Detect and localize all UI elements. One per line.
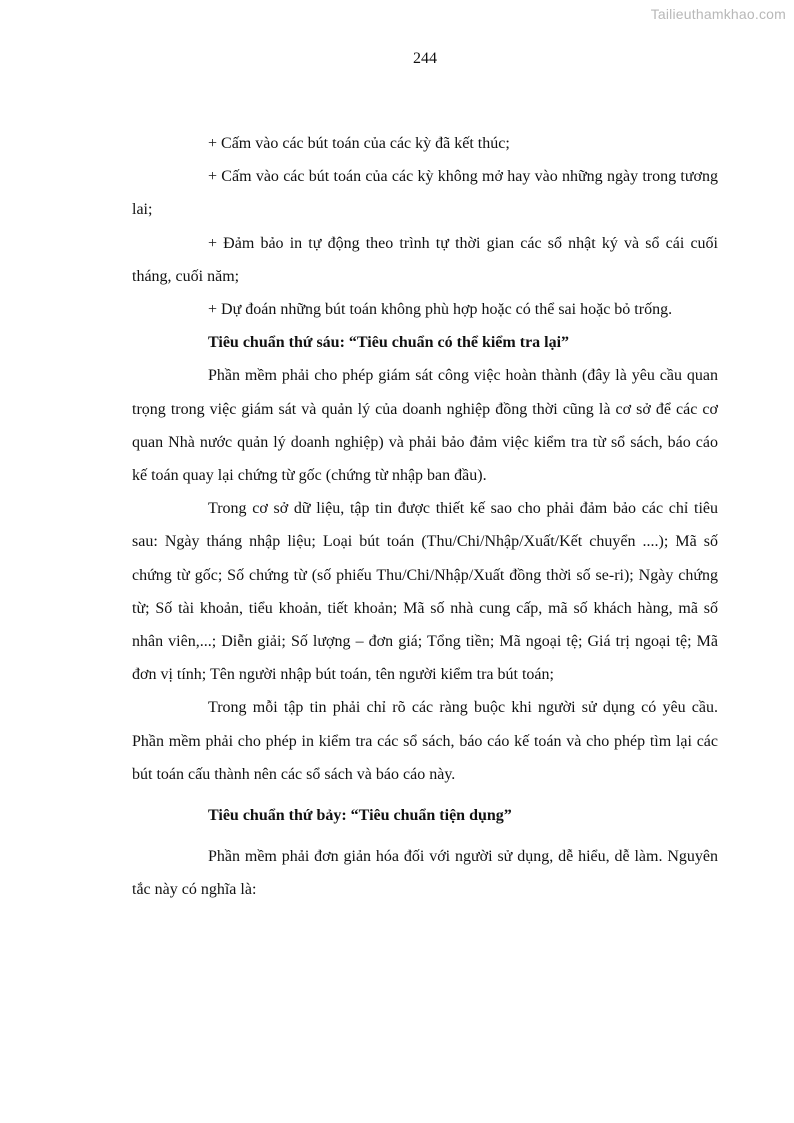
section-heading: Tiêu chuẩn thứ sáu: “Tiêu chuẩn có thể kiểm tra lại” (208, 334, 570, 352)
watermark-text: Tailieuthamkhao.com (650, 6, 786, 22)
bullet-item: + Dự đoán những bút toán không phù hợp hoặc có thể sai hoặc bỏ trống. (208, 301, 673, 319)
bullet-item: + Cấm vào các bút toán của các kỳ đã kết thúc; (208, 135, 510, 152)
body-paragraph: Trong cơ sở dữ liệu, tập tin được thiết kế sao cho phải đảm bảo các chỉ tiêu sau: Ngày tháng nhập liệu; Loại bút toán (Thu/Chi/Nhập/Xuất/Kết chuyển ....); Mã số chứng từ gốc; Số chứng từ (số phiếu Thu/Chi/Nhập/Xuất đồng thời số se-ri); Ngày chứng từ; Số tài khoản, tiểu khoản, tiết khoản; Mã số nhà cung cấp, mã số khách hàng, mã số nhân viên,...; Diễn giải; Số lượng – đơn giá; Tổng tiền; Mã ngoại tệ; Giá trị ngoại tệ; Mã đơn vị tính; Tên người nhập bút toán, tên người kiểm tra bút toán; (132, 500, 718, 684)
page-number: 244 (413, 50, 437, 67)
body-paragraph: Phần mềm phải đơn giản hóa đối với người sử dụng, dễ hiểu, dễ làm. Nguyên tắc này có nghĩa là: (132, 848, 718, 899)
section-heading: Tiêu chuẩn thứ bảy: “Tiêu chuẩn tiện dụng” (208, 807, 512, 825)
bullet-item: + Cấm vào các bút toán của các kỳ không mở hay vào những ngày trong tương lai; (132, 168, 718, 219)
document-body (132, 127, 718, 907)
bullet-item: + Đảm bảo in tự động theo trình tự thời gian các sổ nhật ký và sổ cái cuối tháng, cuối năm; (132, 234, 718, 285)
body-paragraph: Phần mềm phải cho phép giám sát công việc hoàn thành (đây là yêu cầu quan trọng trong việc giám sát và quản lý của doanh nghiệp đồng thời cũng là cơ sở để các cơ quan Nhà nước quản lý doanh nghiệp) và phải bảo đảm việc kiểm tra từ sổ sách, báo cáo kế toán quay lại chứng từ gốc (chứng từ nhập ban đầu). (132, 367, 718, 485)
body-paragraph: Trong mỗi tập tin phải chỉ rõ các ràng buộc khi người sử dụng có yêu cầu. Phần mềm phải cho phép in kiểm tra các sổ sách, báo cáo kế toán và cho phép tìm lại các bút toán cấu thành nên các sổ sách và báo cáo này. (132, 699, 718, 783)
